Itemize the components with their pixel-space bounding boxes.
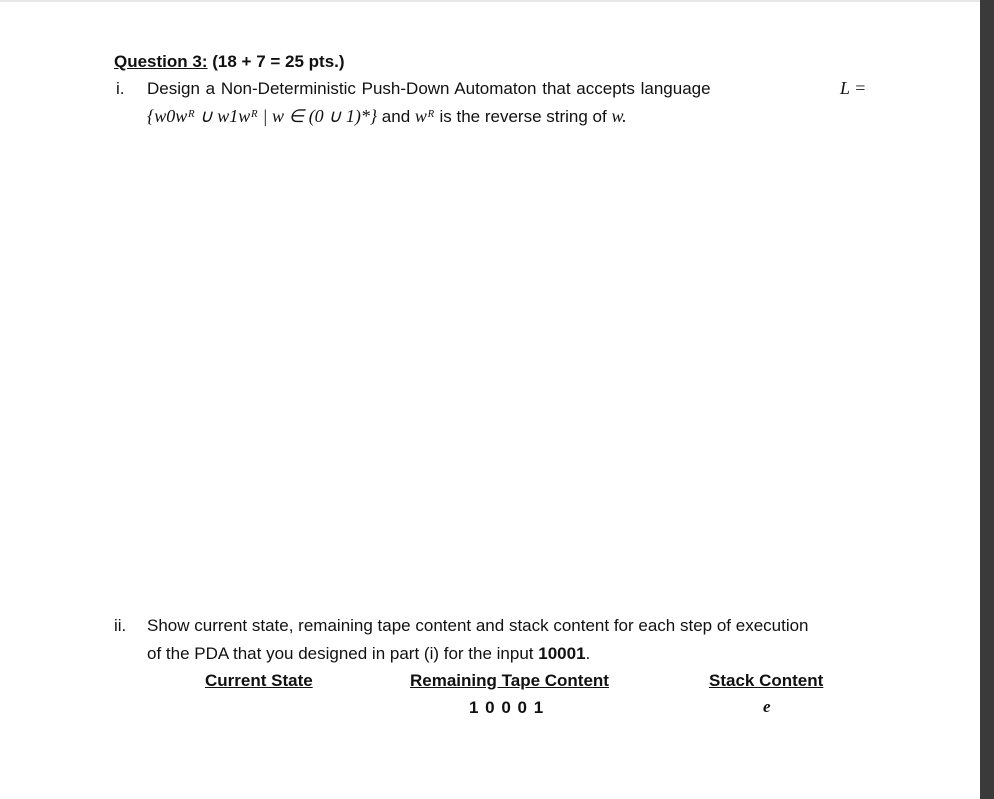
input-string: 10001 [538, 644, 586, 663]
part2-line2 [147, 644, 590, 664]
part1-line2 [147, 106, 627, 127]
question-points: (18 + 7 = 25 pts.) [212, 52, 345, 71]
question-heading [114, 52, 345, 72]
part2-line2-suffix: . [585, 644, 591, 663]
and-text: and [381, 107, 411, 126]
part1-text: Design a Non-Deterministic Push-Down Automaton that accepts language [147, 79, 711, 98]
language-set: {w0wᴿ ∪ w1wᴿ | w ∈ (0 ∪ 1)*} [147, 106, 378, 126]
header-remaining-tape: Remaining Tape Content [410, 671, 609, 690]
row1-tape: 1 0 0 0 1 [469, 698, 545, 717]
header-stack-content: Stack Content [709, 671, 824, 690]
w-reverse: wᴿ [414, 106, 435, 126]
language-lhs: L = [840, 78, 867, 98]
question-label: Question 3: [114, 52, 208, 71]
page-top-edge [0, 0, 994, 2]
part1-number: i. [116, 79, 125, 98]
w-symbol: w. [611, 106, 627, 126]
viewer-scrollbar[interactable] [980, 0, 994, 799]
part2-line2-prefix: of the PDA that you designed in part (i) for the input [147, 644, 534, 663]
header-current-state: Current State [205, 671, 313, 690]
reverse-text: is the reverse string of [439, 107, 607, 126]
part2-line1: Show current state, remaining tape content and stack content for each step of execution [147, 616, 809, 635]
row1-stack: e [763, 697, 771, 716]
part2-number: ii. [114, 616, 127, 635]
